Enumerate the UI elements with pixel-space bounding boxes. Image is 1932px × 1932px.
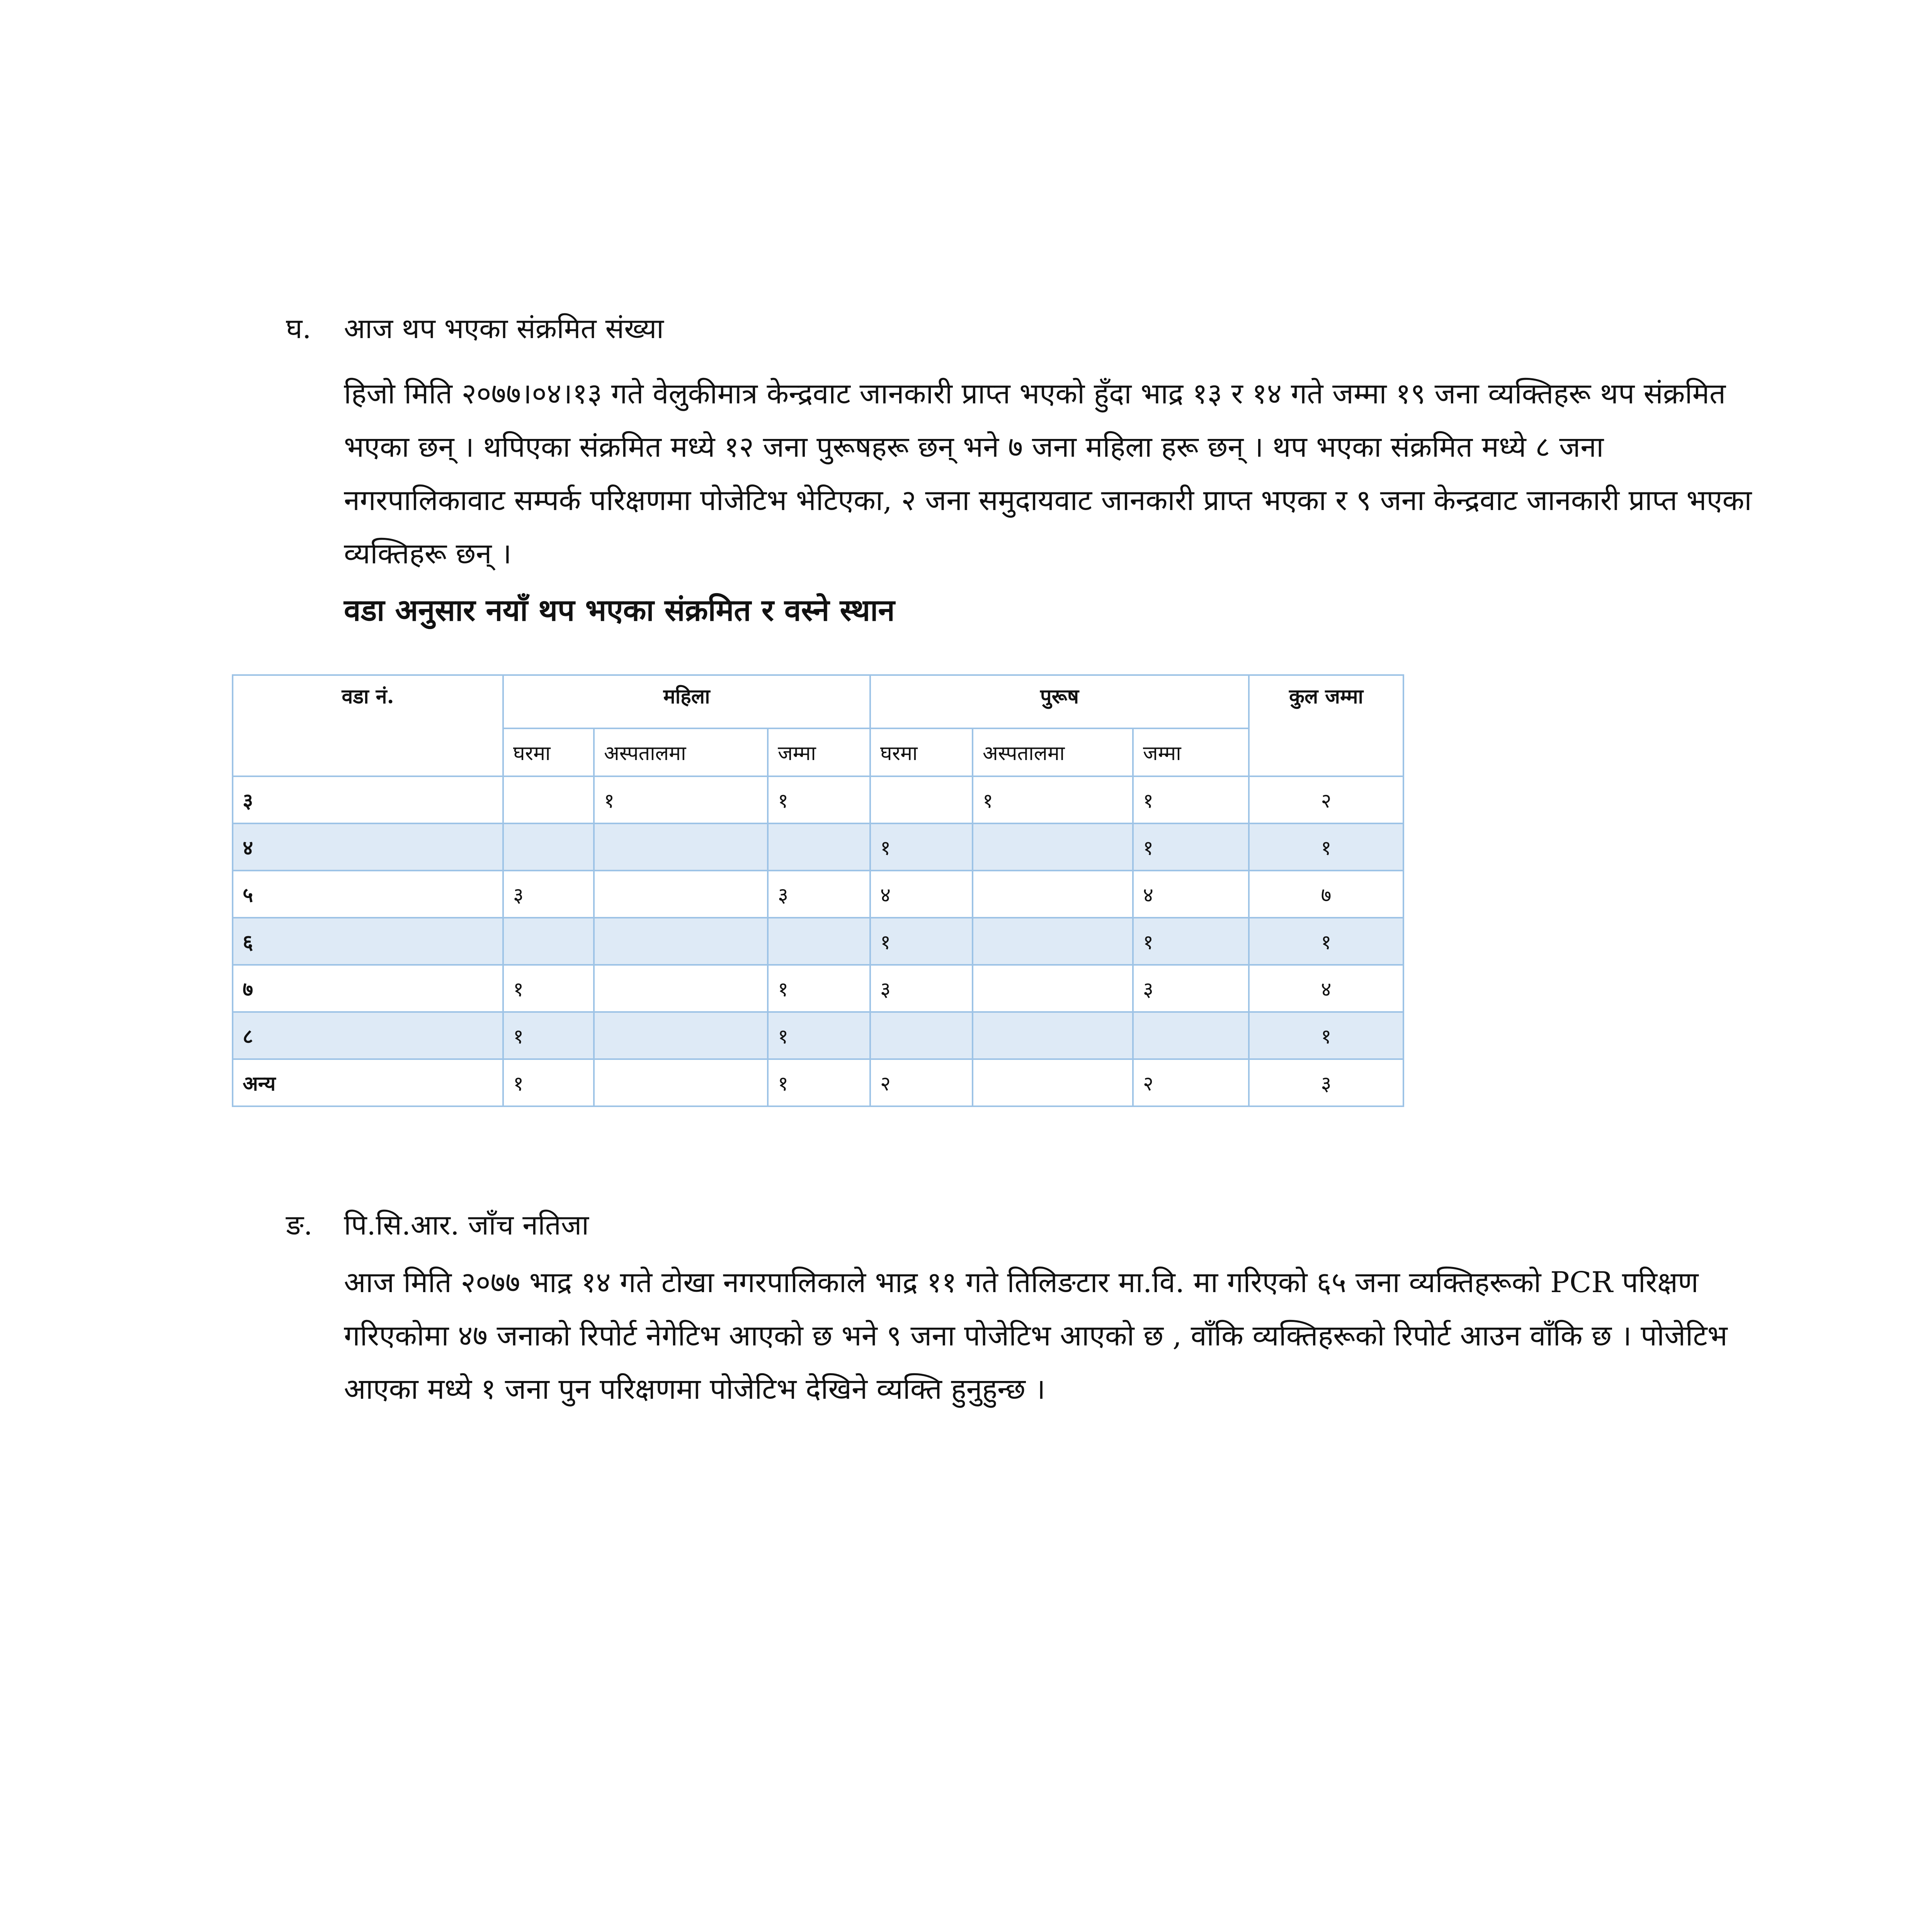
male-hospital-cell xyxy=(973,1012,1133,1059)
table-row xyxy=(233,965,1403,1012)
header-ward: वडा नं. xyxy=(233,675,503,776)
female-total-cell: १ xyxy=(768,1059,870,1106)
male-hospital-cell xyxy=(973,823,1133,871)
subheader-male-hospital: अस्पतालमा xyxy=(973,728,1133,776)
ward-cell: ७ xyxy=(233,965,503,1012)
male-home-cell xyxy=(870,776,973,823)
ward-cell: ८ xyxy=(233,1012,503,1059)
female-total-cell: १ xyxy=(768,1012,870,1059)
female-hospital-cell xyxy=(594,1012,768,1059)
female-home-cell xyxy=(503,776,594,823)
section-paragraph: हिजो मिति २०७७।०४।१३ गते वेलुकीमात्र केन्द्रवाट जानकारी प्राप्त भएको हुँदा भाद्र १३ र १४ गते जम्मा १९ जना व्यक्तिहरू थप संक्रमित भएका छन् । थपिएका संक्रमित मध्ये १२ जना पुरूषहरू छन् भने ७ जना महिला हरू छन् । थप भएका संक्रमित मध्ये ८ जना नगरपालिकावाट सम्पर्क परिक्षणमा पोजेटिभ भेटिएका, २ जना समुदायवाट जानकारी प्राप्त भएका र ९ जना केन्द्रवाट जानकारी प्राप्त भएका व्यक्तिहरू छन् । xyxy=(344,377,1752,570)
male-hospital-cell: १ xyxy=(973,776,1133,823)
male-total-cell: १ xyxy=(1133,776,1249,823)
male-total-cell xyxy=(1133,1012,1249,1059)
female-hospital-cell xyxy=(594,823,768,871)
female-total-cell: १ xyxy=(768,776,870,823)
female-hospital-cell xyxy=(594,965,768,1012)
table-row xyxy=(233,823,1403,871)
subheader-female-hospital: अस्पतालमा xyxy=(594,728,768,776)
grand-total-cell: ४ xyxy=(1249,965,1403,1012)
section-heading-row xyxy=(286,309,1754,355)
female-hospital-cell: १ xyxy=(594,776,768,823)
ward-cell: ६ xyxy=(233,918,503,965)
table-title: वडा अनुसार नयाँ थप भएका संक्रमित र वस्ने स्थान xyxy=(344,593,895,628)
header-total: कुल जम्मा xyxy=(1249,675,1403,776)
subheader-female-home: घरमा xyxy=(503,728,594,776)
grand-total-cell: १ xyxy=(1249,918,1403,965)
ward-cell: ४ xyxy=(233,823,503,871)
section-new-infections xyxy=(286,309,1754,570)
header-female: महिला xyxy=(503,675,870,728)
grand-total-cell: ७ xyxy=(1249,871,1403,918)
section-marker: घ. xyxy=(286,312,311,345)
female-home-cell: ३ xyxy=(503,871,594,918)
section-heading: पि.सि.आर. जाँच नतिजा xyxy=(344,1209,589,1241)
female-home-cell xyxy=(503,918,594,965)
ward-cell: ५ xyxy=(233,871,503,918)
male-home-cell xyxy=(870,1012,973,1059)
male-home-cell: ३ xyxy=(870,965,973,1012)
female-home-cell: १ xyxy=(503,965,594,1012)
section-heading: आज थप भएका संक्रमित संख्या xyxy=(344,312,664,345)
male-hospital-cell xyxy=(973,871,1133,918)
female-home-cell: १ xyxy=(503,1012,594,1059)
section-heading-row xyxy=(286,1206,1754,1252)
male-home-cell: १ xyxy=(870,823,973,871)
grand-total-cell: १ xyxy=(1249,823,1403,871)
female-hospital-cell xyxy=(594,918,768,965)
male-home-cell: २ xyxy=(870,1059,973,1106)
table-row xyxy=(233,776,1403,823)
female-home-cell: १ xyxy=(503,1059,594,1106)
table-row xyxy=(233,918,1403,965)
female-home-cell xyxy=(503,823,594,871)
male-total-cell: ४ xyxy=(1133,871,1249,918)
female-total-cell xyxy=(768,918,870,965)
section-paragraph: आज मिति २०७७ भाद्र १४ गते टोखा नगरपालिकाले भाद्र ११ गते तिलिङटार मा.वि. मा गरिएको ६५ जना व्यक्तिहरूको PCR परिक्षण गरिएकोमा ४७ जनाको रिपोर्ट नेगेटिभ आएको छ भने ९ जना पोजेटिभ आएको छ , वाँकि व्यक्तिहरूको रिपोर्ट आउन वाँकि छ । पोजेटिभ आएका मध्ये १ जना पुन परिक्षणमा पोजेटिभ देखिने व्यक्ति हुनुहुन्छ । xyxy=(344,1266,1728,1406)
subheader-male-home: घरमा xyxy=(870,728,973,776)
table-row xyxy=(233,871,1403,918)
table-row xyxy=(233,1012,1403,1059)
ward-cell: अन्य xyxy=(233,1059,503,1106)
header-male: पुरूष xyxy=(870,675,1249,728)
male-home-cell: १ xyxy=(870,918,973,965)
subheader-female-total: जम्मा xyxy=(768,728,870,776)
female-total-cell: ३ xyxy=(768,871,870,918)
ward-cell: ३ xyxy=(233,776,503,823)
male-total-cell: २ xyxy=(1133,1059,1249,1106)
male-home-cell: ४ xyxy=(870,871,973,918)
male-total-cell: १ xyxy=(1133,823,1249,871)
grand-total-cell: ३ xyxy=(1249,1059,1403,1106)
ward-infection-table xyxy=(232,674,1404,1107)
table-row xyxy=(233,1059,1403,1106)
male-hospital-cell xyxy=(973,965,1133,1012)
male-total-cell: १ xyxy=(1133,918,1249,965)
section-pcr-results xyxy=(286,1206,1754,1406)
male-hospital-cell xyxy=(973,918,1133,965)
male-hospital-cell xyxy=(973,1059,1133,1106)
female-hospital-cell xyxy=(594,871,768,918)
section-marker: ङ. xyxy=(286,1209,313,1241)
female-hospital-cell xyxy=(594,1059,768,1106)
male-total-cell: ३ xyxy=(1133,965,1249,1012)
female-total-cell: १ xyxy=(768,965,870,1012)
grand-total-cell: १ xyxy=(1249,1012,1403,1059)
grand-total-cell: २ xyxy=(1249,776,1403,823)
female-total-cell xyxy=(768,823,870,871)
subheader-male-total: जम्मा xyxy=(1133,728,1249,776)
